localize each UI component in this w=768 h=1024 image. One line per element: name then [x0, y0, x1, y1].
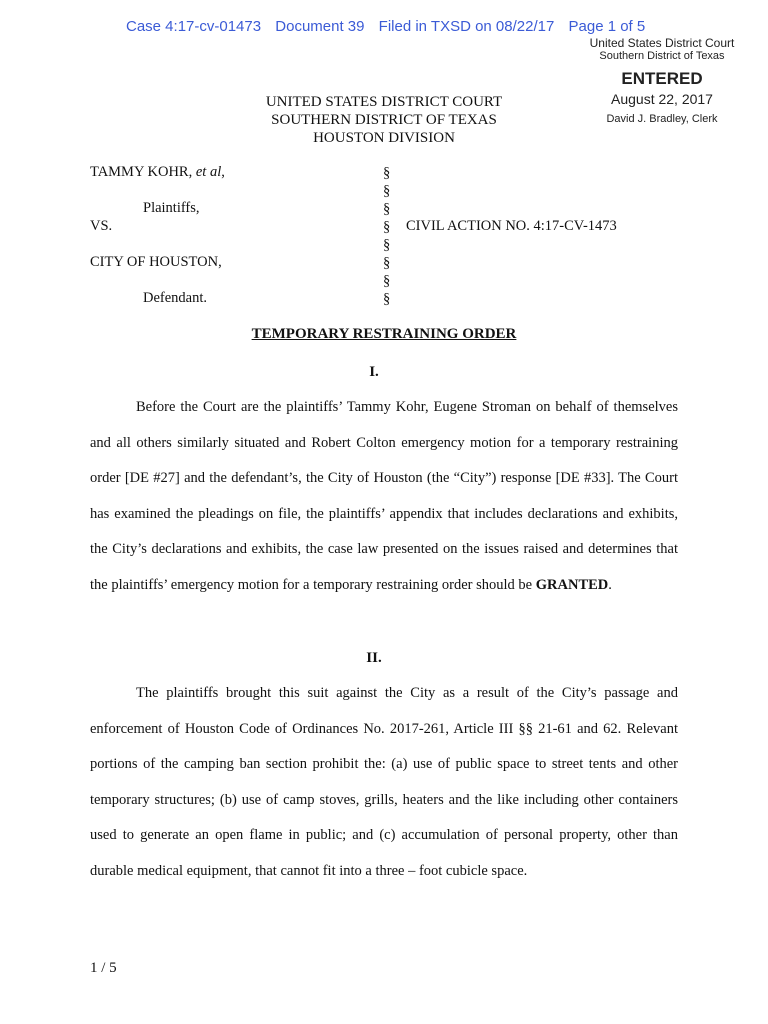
plaintiff-name-text: TAMMY KOHR, — [90, 164, 196, 180]
section-mark: § — [383, 219, 391, 235]
section-numeral-2: II. — [366, 650, 382, 666]
court-line-2: SOUTHERN DISTRICT OF TEXAS — [271, 112, 497, 128]
court-heading — [0, 93, 768, 147]
section-numeral-1: I. — [369, 364, 379, 380]
section-mark: § — [383, 273, 391, 289]
granted-text: GRANTED — [535, 576, 609, 593]
defendant-label: Defendant. — [143, 290, 208, 306]
section-mark: § — [383, 165, 391, 181]
section-1-end: . — [608, 576, 612, 593]
court-line-3: HOUSTON DIVISION — [313, 130, 455, 146]
document-title-text: TEMPORARY RESTRAINING ORDER — [251, 326, 517, 342]
section-mark: § — [383, 291, 391, 307]
page-number: 1 / 5 — [90, 960, 117, 976]
stamp-clerk: David J. Bradley, Clerk — [606, 113, 718, 125]
section-mark: § — [383, 201, 391, 217]
filing-header — [126, 18, 655, 35]
section-mark: § — [383, 255, 391, 271]
page-indicator: Page 1 of 5 — [568, 18, 646, 35]
stamp-district: Southern District of Texas — [599, 50, 725, 62]
plaintiff-comma: , — [221, 164, 225, 180]
versus-label: VS. — [90, 218, 113, 234]
section-mark: § — [383, 237, 391, 253]
section-1-text: Before the Court are the plaintiffs’ Tammy Kohr, Eugene Stroman on behalf of themselves and all others similarly situated and Robert Colton emergency motion for a temporary restraining order [DE #27] and the defendant’s, the City of Houston (the “City”) response [DE #33]. The Court has examined the pleadings on file, the plaintiffs’ appendix that includes declarations and exhibits, the City’s declarations and exhibits, the case law presented on the issues raised and determines that the plaintiffs’ emergency motion for a temporary restraining order should be — [90, 399, 678, 593]
stamp-entered: ENTERED — [621, 69, 703, 88]
section-2-paragraph — [90, 676, 678, 890]
civil-action-number: CIVIL ACTION NO. 4:17-CV-1473 — [406, 218, 617, 234]
document-number: Document 39 — [275, 18, 365, 35]
stamp-date: August 22, 2017 — [611, 91, 713, 107]
section-2-text: The plaintiffs brought this suit against the City as a result of the City’s passage and enforcement of Houston Code of Ordinances No. 2017-261, Article III §§ 21-61 and 62. Relevant portions of the camping ban section prohibit the: (a) use of public space to street tents and other temporary structures; (b) use of camp stoves, grills, heaters and the like including other containers used to generate an open flame in public; and (c) accumulation of personal property, other than durable medical equipment, that cannot fit into a three – foot cubicle space. — [90, 685, 678, 879]
et-al: et al — [195, 164, 222, 180]
stamp-court: United States District Court — [589, 36, 735, 50]
defendant-name: CITY OF HOUSTON, — [90, 254, 222, 270]
case-number: Case 4:17-cv-01473 — [126, 18, 262, 35]
plaintiff-name — [90, 164, 225, 181]
section-1-paragraph — [90, 390, 678, 604]
plaintiffs-label: Plaintiffs, — [143, 200, 200, 216]
section-mark — [383, 164, 395, 308]
document-title — [0, 326, 768, 343]
section-mark: § — [383, 183, 391, 199]
filed-date: Filed in TXSD on 08/22/17 — [378, 18, 555, 35]
court-line-1: UNITED STATES DISTRICT COURT — [265, 94, 503, 110]
